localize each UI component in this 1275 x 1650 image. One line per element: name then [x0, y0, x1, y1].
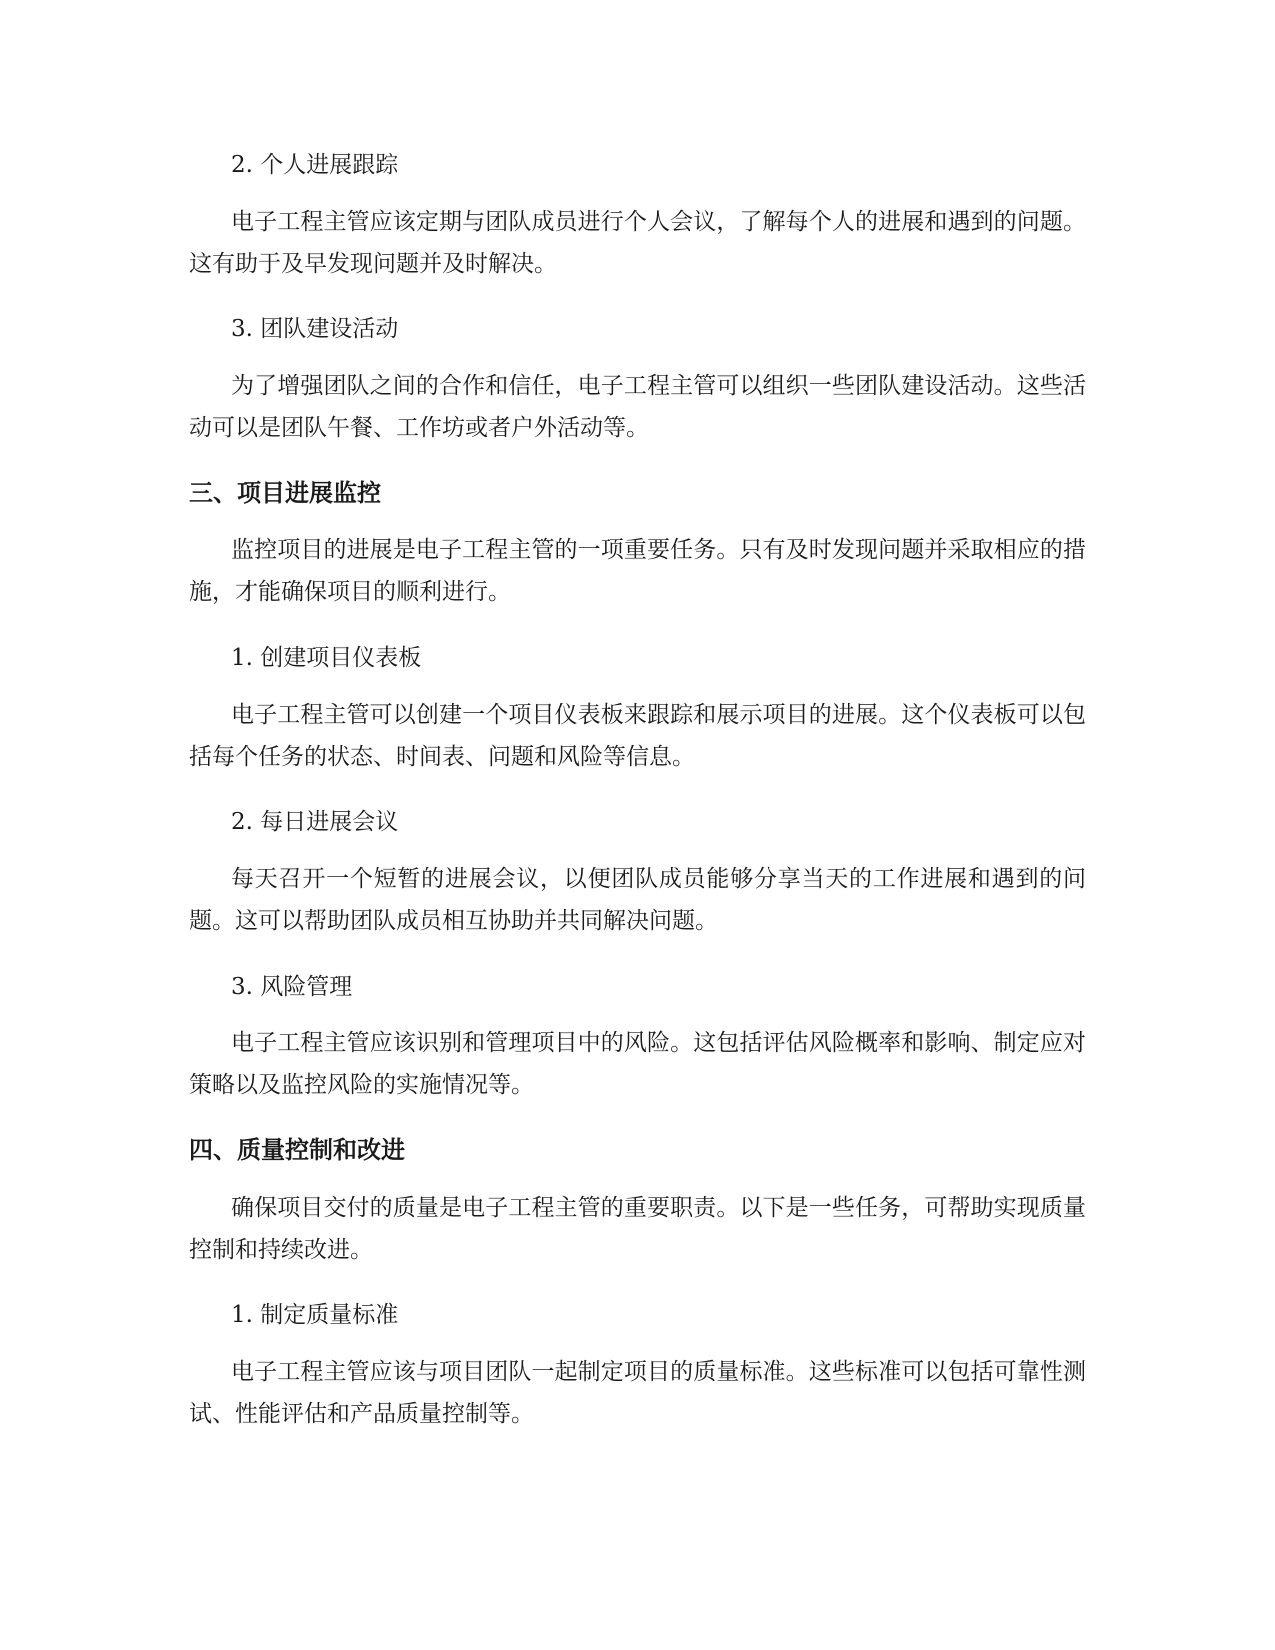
- list-item-heading: 3. 风险管理: [231, 974, 353, 1000]
- paragraph: 为了增强团队之间的合作和信任，电子工程主管可以组织一些团队建设活动。这些活动可以是团队午餐、工作坊或者户外活动等。: [189, 373, 1086, 441]
- list-item-heading: 2. 个人进展跟踪: [231, 152, 399, 178]
- list-item-heading: 3. 团队建设活动: [231, 316, 399, 342]
- paragraph: 电子工程主管应该识别和管理项目中的风险。这包括评估风险概率和影响、制定应对策略以及监控风险的实施情况等。: [189, 1030, 1086, 1098]
- section-heading: 四、质量控制和改进: [189, 1136, 405, 1164]
- section-heading: 三、项目进展监控: [189, 479, 381, 507]
- list-item-heading: 1. 制定质量标准: [231, 1302, 399, 1328]
- paragraph: 电子工程主管可以创建一个项目仪表板来跟踪和展示项目的进展。这个仪表板可以包括每个任务的状态、时间表、问题和风险等信息。: [189, 702, 1086, 770]
- paragraph: 监控项目的进展是电子工程主管的一项重要任务。只有及时发现问题并采取相应的措施，才能确保项目的顺利进行。: [189, 537, 1086, 605]
- list-item-heading: 2. 每日进展会议: [231, 809, 399, 835]
- paragraph: 确保项目交付的质量是电子工程主管的重要职责。以下是一些任务，可帮助实现质量控制和持续改进。: [189, 1195, 1086, 1263]
- paragraph: 电子工程主管应该与项目团队一起制定项目的质量标准。这些标准可以包括可靠性测试、性能评估和产品质量控制等。: [189, 1359, 1086, 1427]
- list-item-heading: 1. 创建项目仪表板: [231, 645, 422, 671]
- paragraph: 电子工程主管应该定期与团队成员进行个人会议，了解每个人的进展和遇到的问题。这有助于及早发现问题并及时解决。: [189, 209, 1086, 277]
- paragraph: 每天召开一个短暂的进展会议，以便团队成员能够分享当天的工作进展和遇到的问题。这可以帮助团队成员相互协助并共同解决问题。: [189, 866, 1086, 934]
